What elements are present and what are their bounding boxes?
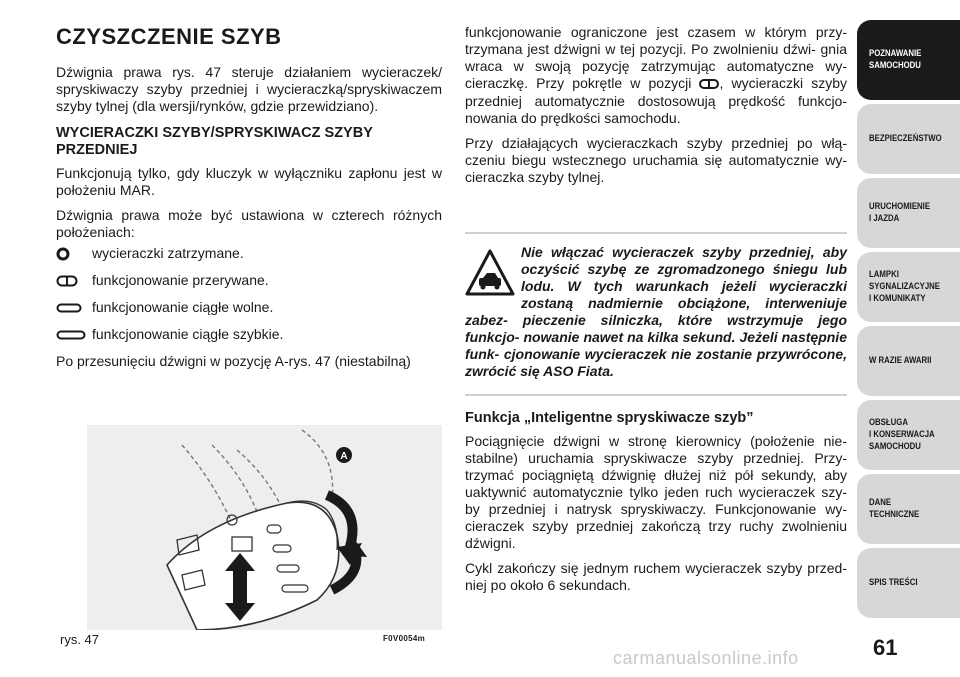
warning-triangle-icon — [465, 248, 515, 298]
intro-paragraph: Dźwignia prawa rys. 47 steruje działaniem wycieraczek/ spryskiwaczy szyby przedniej i wycieraczką/spryskiwaczem szyby tylnej (dla wersji/rynków, gdzie przewidziano). — [56, 64, 442, 114]
watermark: carmanualsonline.info — [613, 648, 799, 668]
wiper-slow-icon — [56, 303, 92, 313]
tab-lampki-sygnalizacyjne[interactable]: LAMPKI SYGNALIZACYJNE I KOMUNIKATY — [857, 252, 960, 322]
paragraph-smart-wash: Pociągnięcie dźwigni w stronę kierownicy (położenie nie- stabilne) uruchamia spryskiwacze szyby przedniej. Przy- trzymać pociągniętą dźwignię dłużej niż pół sekundy, aby uaktywnić automatycznie tylko jeden ruch wycieraczek szy- by przedniej i natrysk spryskiwaczy. Funkcjonowanie wy- cieraczek szyby przedniej zakończą trzy ruchy zwolnieniu dźwigni. — [465, 432, 847, 551]
smart-wash-subtitle: Funkcja „Inteligentne spryskiwacze szyb” — [465, 409, 754, 426]
warning-separator-bottom — [465, 394, 847, 396]
paragraph-cycle: Cykl zakończy się jednym ruchem wycieraczek szyby przed- niej po około 6 sekundach. — [465, 559, 847, 593]
tab-spis-tresci[interactable]: SPIS TREŚCI — [857, 548, 960, 618]
label-a: A — [340, 451, 348, 462]
paragraph-continued: funkcjonowanie ograniczone jest czasem w którym przy- trzymana jest dźwigni w tej pozycji. Po zwolnieniu dźwi- gnia wraca w swoją pozycję zatrzymując automatyczne wy- cieraczkę. Przy pokrętle w pozycji , wycieraczki szyby przedniej automatycznie dostosowują prędkość funkcjo- nowania do prędkości samochodu. — [465, 24, 847, 126]
paragraph-mar: Funkcjonują tylko, gdy kluczyk w wyłączniku zapłonu jest w położeniu MAR. — [56, 165, 442, 198]
wiper-lever-illustration — [87, 425, 442, 630]
figure-caption: rys. 47 — [60, 632, 100, 647]
paragraph-position-a: Po przesunięciu dźwigni w pozycję A-rys. 47 (niestabilną) — [56, 353, 411, 369]
left-column — [56, 24, 442, 378]
section-subtitle: WYCIERACZKI SZYBY/SPRYSKIWACZ SZYBY PRZEDNIEJ — [56, 125, 373, 158]
figure-wiper-lever — [87, 425, 442, 630]
warning-text: Nie włączać wycieraczek szyby przedniej, aby oczyścić szybę ze zgromadzonego śniegu lub lodu. W tych warunkach jeżeli wycieraczki zostaną nadmiernie obciążone, interweniuje zabez- pieczenie silniczka, które wstrzymuje jego funkcjo- nowanie nawet na kilka sekund. Jeżeli następnie funk- cjonowanie wycieraczek nie zostanie przywrócone, zwrócić się ASO Fiata. — [465, 243, 847, 379]
position-item: funkcjonowanie ciągłe szybkie. — [56, 326, 442, 343]
figure-code: F0V0054m — [383, 634, 425, 643]
warning-separator-top — [465, 232, 847, 234]
page-number: 61 — [873, 635, 898, 660]
paragraph-reverse-gear: Przy działających wycieraczkach szyby przedniej po włą- czeniu biegu wstecznego uruchamia się automatycznie wy- cieraczka szyby tylnej. — [465, 134, 847, 185]
warning-box — [465, 244, 847, 380]
right-column — [465, 24, 847, 602]
wiper-intermittent-icon — [699, 76, 719, 93]
paragraph-positions: Dźwignia prawa może być ustawiona w czterech różnych położeniach: — [56, 207, 442, 240]
tab-bezpieczenstwo[interactable]: BEZPIECZEŃSTWO — [857, 104, 960, 174]
tab-uruchomienie-i-jazda[interactable]: URUCHOMIENIE I JAZDA — [857, 178, 960, 248]
tab-obsluga-i-konserwacja[interactable]: OBSŁUGA I KONSERWACJA SAMOCHODU — [857, 400, 960, 470]
wiper-intermittent-icon — [56, 275, 92, 287]
position-item: wycieraczki zatrzymane. — [56, 245, 442, 262]
tab-dane-techniczne[interactable]: DANE TECHNICZNE — [857, 474, 960, 544]
wiper-fast-icon — [56, 330, 92, 340]
position-item: funkcjonowanie przerywane. — [56, 272, 442, 289]
position-item: funkcjonowanie ciągłe wolne. — [56, 299, 442, 316]
page-title: CZYSZCZENIE SZYB — [56, 24, 282, 49]
tab-w-razie-awarii[interactable]: W RAZIE AWARII — [857, 326, 960, 396]
tab-poznawanie-samochodu[interactable]: POZNAWANIE SAMOCHODU — [857, 20, 960, 100]
wiper-off-icon — [56, 247, 92, 261]
chapter-sidebar — [857, 20, 960, 622]
